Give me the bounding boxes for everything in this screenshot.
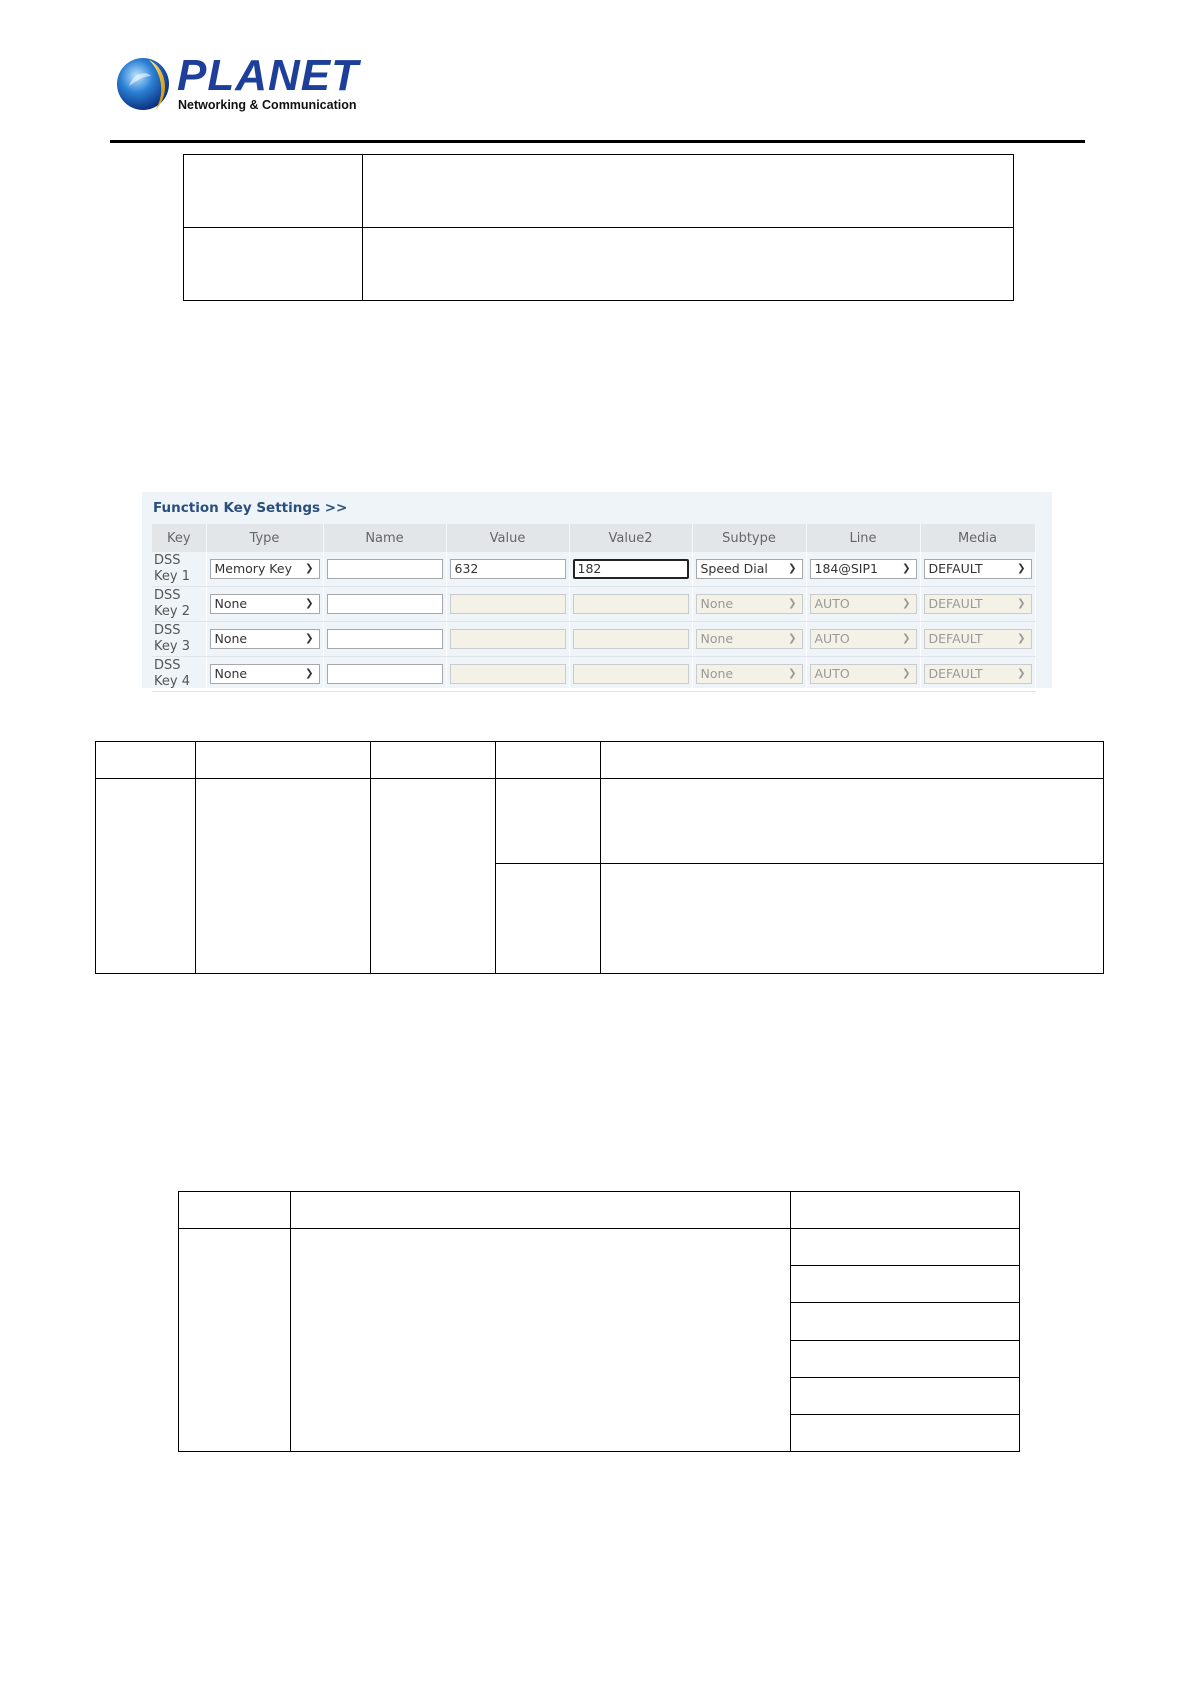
table-cell (791, 1266, 1020, 1303)
function-key-table (152, 524, 1036, 692)
table-cell (184, 228, 363, 301)
key-label-line1: DSS (154, 623, 181, 638)
line-select (810, 594, 917, 614)
key-label (152, 657, 206, 692)
table-cell (496, 779, 601, 864)
value-input (450, 629, 566, 649)
chevron-down-icon: ❯ (305, 563, 314, 574)
planet-logo (115, 51, 359, 117)
type-select-value: None (214, 666, 248, 681)
table-cell (791, 1377, 1020, 1414)
table-cell (601, 742, 1104, 779)
media-select-value: DEFAULT (928, 561, 983, 576)
media-select (924, 594, 1032, 614)
panel-title: Function Key Settings >> (153, 500, 348, 516)
media-select-value: DEFAULT (928, 596, 983, 611)
key-label-line2: Key 3 (154, 639, 190, 654)
key-label-line1: DSS (154, 658, 181, 673)
chevron-down-icon: ❯ (902, 563, 911, 574)
type-select-value: None (214, 596, 248, 611)
type-select[interactable] (210, 664, 320, 684)
column-header-value: Value (446, 524, 569, 552)
key-label-line1: DSS (154, 588, 181, 603)
key-label-line1: DSS (154, 553, 181, 568)
media-select (924, 664, 1032, 684)
media-select-value: DEFAULT (928, 631, 983, 646)
table-cell (791, 1303, 1020, 1340)
table-cell (791, 1229, 1020, 1266)
table-row (152, 552, 1035, 587)
subtype-select-value: None (700, 666, 734, 681)
chevron-down-icon: ❯ (1017, 598, 1026, 609)
type-select[interactable] (210, 559, 320, 579)
value2-input (573, 629, 689, 649)
chevron-down-icon: ❯ (305, 633, 314, 644)
table-cell (791, 1192, 1020, 1229)
bottom-table (178, 1191, 1020, 1452)
chevron-down-icon: ❯ (902, 668, 911, 679)
header-divider (110, 140, 1085, 143)
key-label-line2: Key 4 (154, 674, 190, 689)
key-label (152, 552, 206, 587)
name-input[interactable] (327, 664, 443, 684)
value-input (450, 664, 566, 684)
chevron-down-icon: ❯ (305, 668, 314, 679)
value2-input (573, 594, 689, 614)
column-header-line: Line (806, 524, 920, 552)
subtype-select-value: None (700, 631, 734, 646)
middle-table (95, 741, 1104, 974)
chevron-down-icon: ❯ (788, 633, 797, 644)
subtype-select-value: None (700, 596, 734, 611)
table-cell (601, 779, 1104, 864)
media-select (924, 629, 1032, 649)
value2-input (573, 664, 689, 684)
name-input[interactable] (327, 629, 443, 649)
key-label-line2: Key 2 (154, 604, 190, 619)
type-select[interactable] (210, 594, 320, 614)
key-label-line2: Key 1 (154, 569, 190, 584)
column-header-type: Type (206, 524, 323, 552)
chevron-down-icon: ❯ (1017, 563, 1026, 574)
key-label (152, 622, 206, 657)
table-cell (496, 742, 601, 779)
table-cell (179, 1229, 291, 1452)
subtype-select-value: Speed Dial (700, 561, 768, 576)
table-cell (363, 155, 1014, 228)
brand-tagline: Networking & Communication (178, 98, 357, 112)
line-select[interactable] (810, 559, 917, 579)
table-row (152, 587, 1035, 622)
table-cell (184, 155, 363, 228)
chevron-down-icon: ❯ (1017, 633, 1026, 644)
table-row (152, 657, 1035, 692)
table-cell (96, 742, 196, 779)
table-cell (371, 779, 496, 974)
chevron-down-icon: ❯ (788, 598, 797, 609)
chevron-down-icon: ❯ (305, 598, 314, 609)
line-select-value: 184@SIP1 (814, 561, 878, 576)
table-row (152, 622, 1035, 657)
subtype-select[interactable] (696, 559, 803, 579)
media-select[interactable] (924, 559, 1032, 579)
key-label (152, 587, 206, 622)
table-cell (371, 742, 496, 779)
value-input (450, 594, 566, 614)
line-select-value: AUTO (814, 596, 850, 611)
subtype-select (696, 629, 803, 649)
name-input[interactable] (327, 559, 443, 579)
type-select[interactable] (210, 629, 320, 649)
line-select (810, 629, 917, 649)
subtype-select (696, 664, 803, 684)
column-header-media: Media (920, 524, 1035, 552)
table-cell (291, 1229, 791, 1452)
line-select-value: AUTO (814, 666, 850, 681)
table-header-row (152, 524, 1035, 552)
table-cell (196, 742, 371, 779)
line-select-value: AUTO (814, 631, 850, 646)
value-input[interactable]: 632 (450, 559, 566, 579)
globe-icon (115, 56, 175, 116)
type-select-value: Memory Key (214, 561, 292, 576)
type-select-value: None (214, 631, 248, 646)
table-cell (363, 228, 1014, 301)
column-header-subtype: Subtype (692, 524, 806, 552)
brand-name: PLANET (177, 51, 359, 100)
table-cell (601, 864, 1104, 974)
column-header-key: Key (152, 524, 206, 552)
table-cell (96, 779, 196, 974)
value2-input[interactable]: 182 (573, 559, 689, 579)
table-cell (496, 864, 601, 974)
top-table (183, 154, 1014, 301)
column-header-value2: Value2 (569, 524, 692, 552)
table-cell (791, 1414, 1020, 1451)
line-select (810, 664, 917, 684)
table-cell (291, 1192, 791, 1229)
media-select-value: DEFAULT (928, 666, 983, 681)
subtype-select (696, 594, 803, 614)
chevron-down-icon: ❯ (1017, 668, 1026, 679)
column-header-name: Name (323, 524, 446, 552)
chevron-down-icon: ❯ (902, 598, 911, 609)
table-cell (196, 779, 371, 974)
function-key-settings-panel (142, 492, 1052, 688)
chevron-down-icon: ❯ (788, 668, 797, 679)
name-input[interactable] (327, 594, 443, 614)
chevron-down-icon: ❯ (902, 633, 911, 644)
table-cell (791, 1340, 1020, 1377)
table-cell (179, 1192, 291, 1229)
chevron-down-icon: ❯ (788, 563, 797, 574)
